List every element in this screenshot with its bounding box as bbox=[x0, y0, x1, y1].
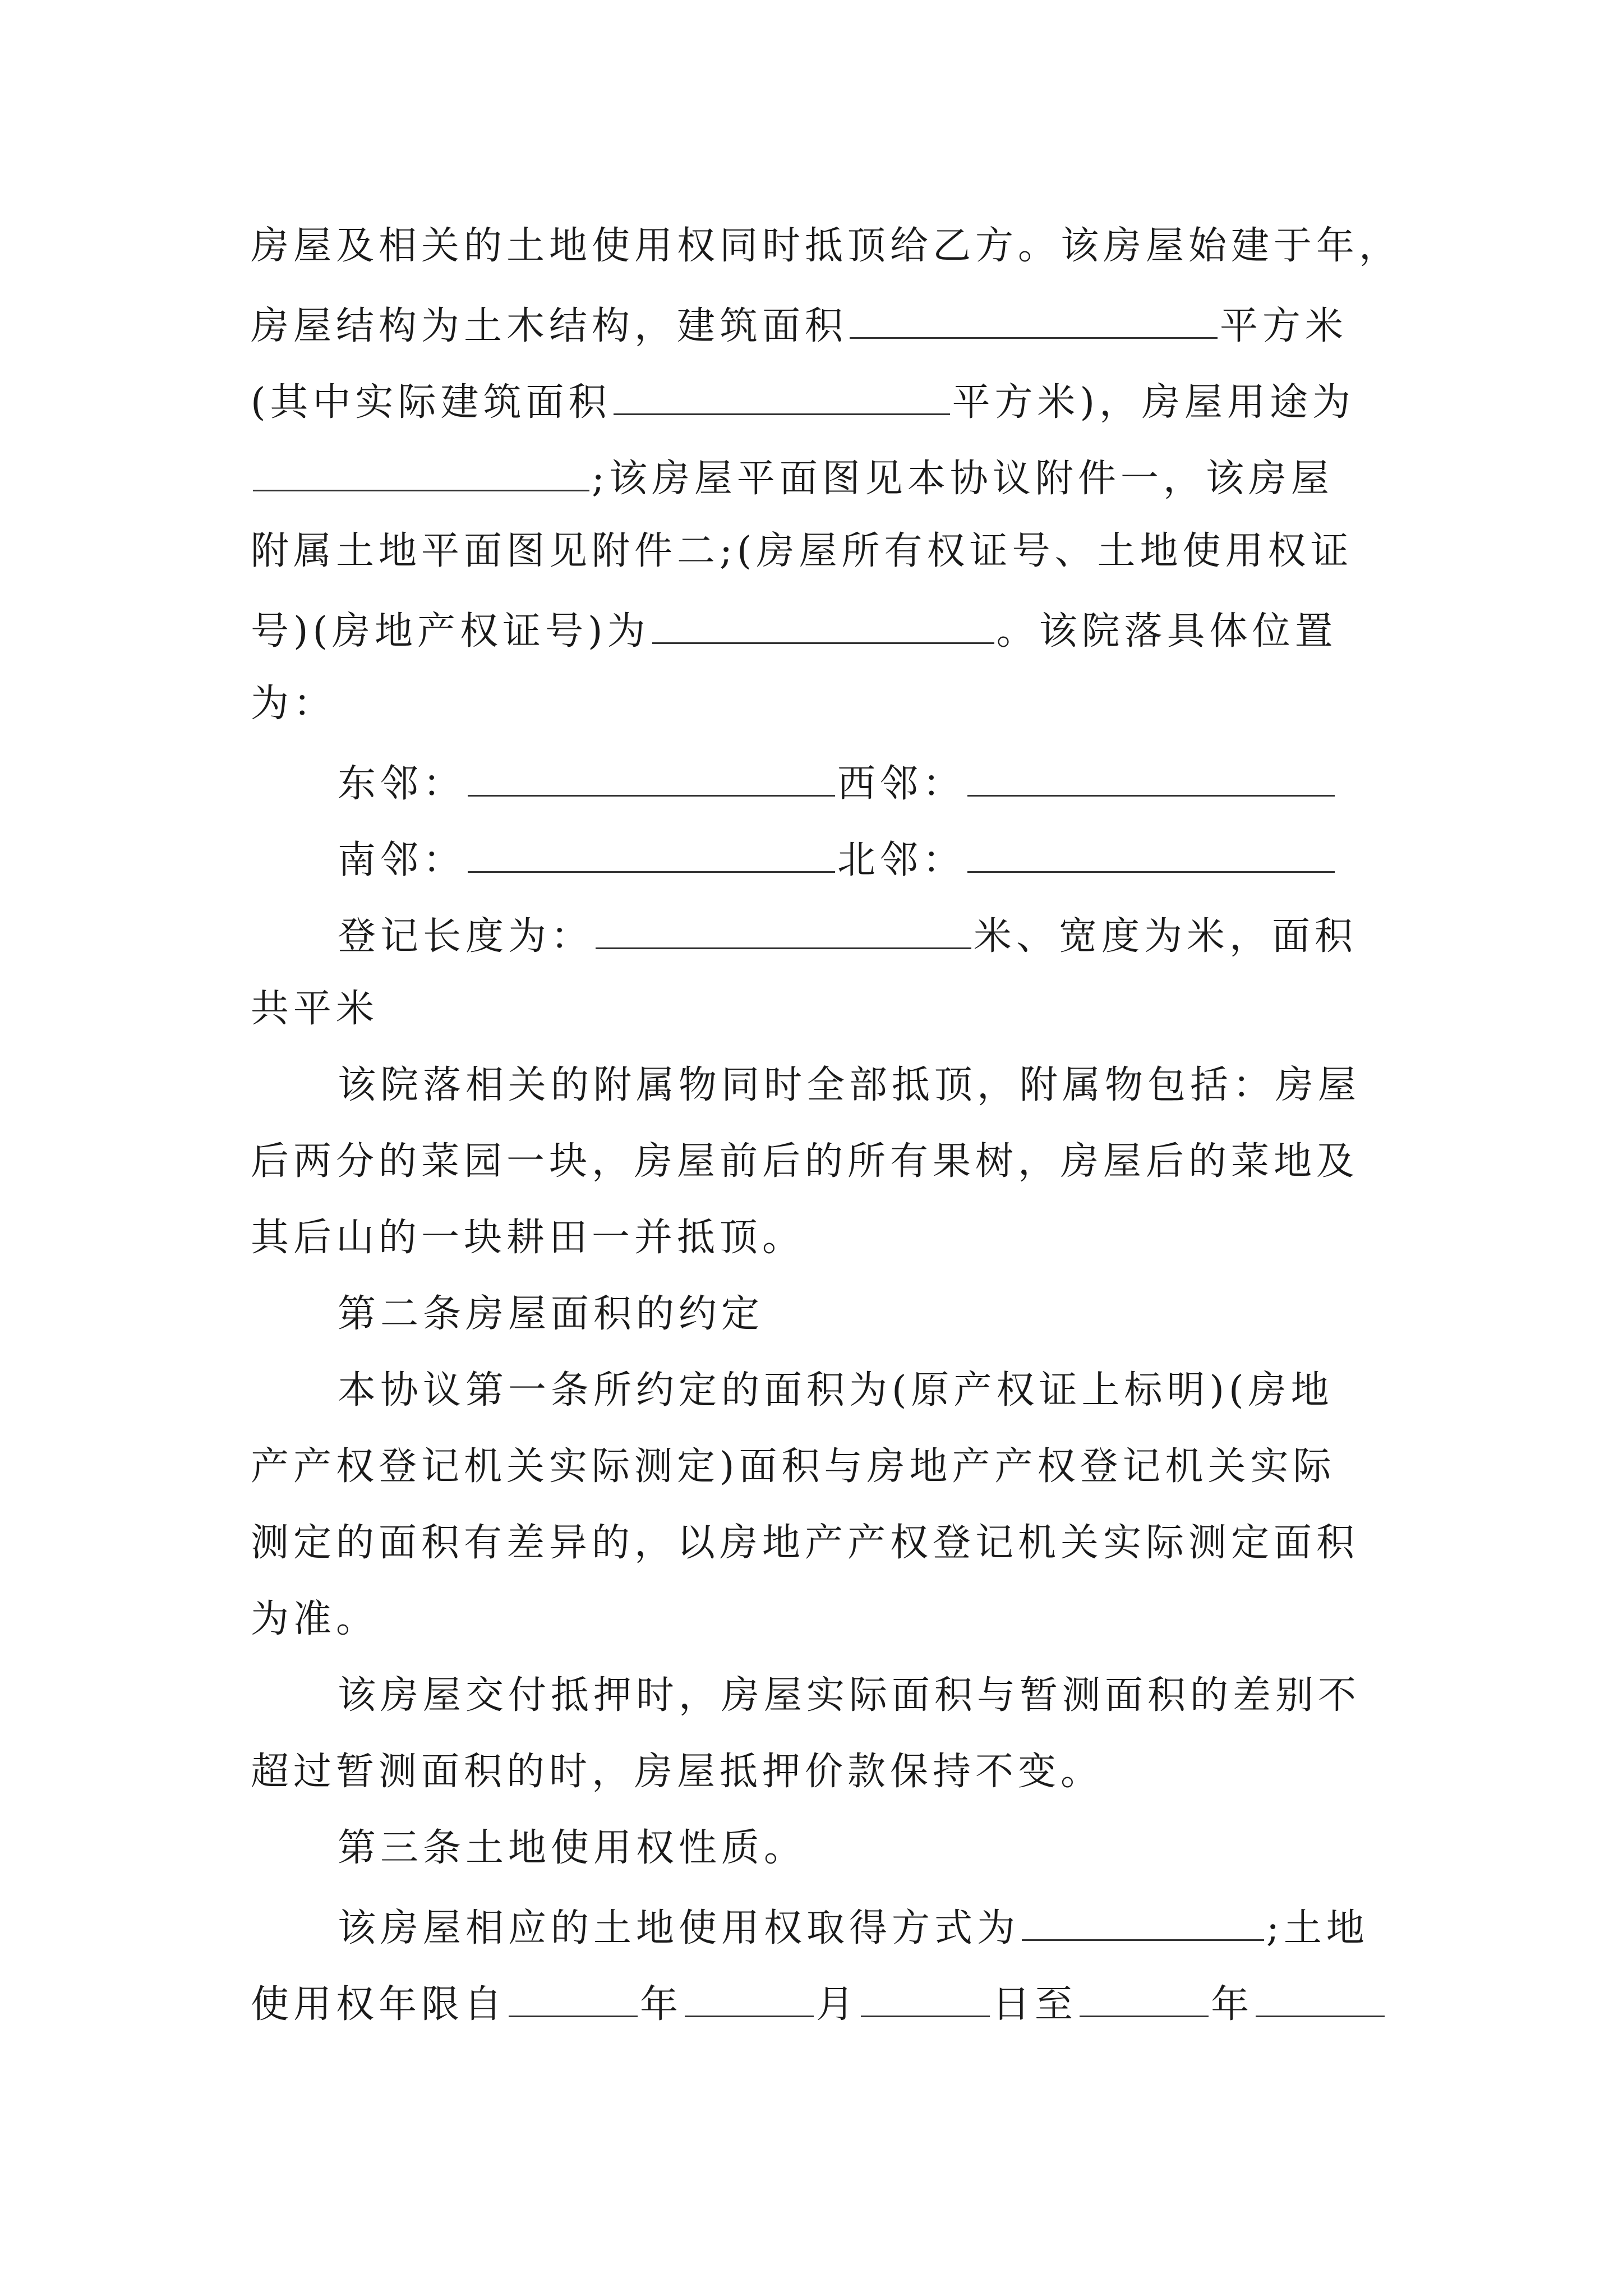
fill-blank-acquisition-method bbox=[1022, 1906, 1264, 1941]
text-line bbox=[251, 1597, 379, 1641]
text-line bbox=[251, 303, 1348, 346]
text-line bbox=[251, 1444, 1336, 1489]
text-line bbox=[251, 1521, 1359, 1565]
fill-blank-start-month bbox=[685, 1982, 814, 2017]
fill-blank-end-year bbox=[1080, 1982, 1209, 2017]
text-line bbox=[251, 609, 1338, 654]
line-text: 该房屋交付抵押时，房屋实际面积与暂测面积的差别不 bbox=[338, 1673, 1361, 1718]
fill-blank-east-neighbor bbox=[468, 761, 835, 797]
text-line bbox=[338, 1063, 1361, 1107]
text-line bbox=[251, 380, 1355, 425]
line-text: 年 bbox=[640, 1982, 683, 2027]
fill-blank-start-year bbox=[509, 1982, 638, 2017]
text-line bbox=[251, 1216, 805, 1260]
text-line bbox=[251, 987, 379, 1031]
line-text: 西邻： bbox=[837, 762, 966, 806]
section-heading bbox=[338, 1292, 764, 1336]
line-text: 房屋结构为土木结构，建筑面积 bbox=[251, 304, 848, 348]
text-line bbox=[338, 761, 1337, 806]
text-line bbox=[251, 682, 336, 726]
fill-blank-start-day bbox=[861, 1982, 990, 2017]
line-text: 共平米 bbox=[251, 987, 379, 1031]
line-text: 号)(房地产权证号)为 bbox=[251, 609, 650, 654]
line-text: 登记长度为： bbox=[338, 914, 594, 959]
line-text: 后两分的菜园一块，房屋前后的所有果树，房屋后的菜地及 bbox=[251, 1139, 1359, 1184]
line-text: ;该房屋平面图见本协议附件一，该房屋 bbox=[592, 457, 1334, 501]
line-text: 超过暂测面积的时，房屋抵押价款保持不变。 bbox=[251, 1750, 1104, 1794]
line-text: 平方米 bbox=[1220, 304, 1348, 348]
text-line bbox=[251, 1982, 1387, 2027]
fill-blank-house-use bbox=[253, 456, 589, 491]
text-line bbox=[338, 838, 1337, 880]
line-text: 房屋及相关的土地使用权同时抵顶给乙方。该房屋始建于年， bbox=[251, 224, 1402, 268]
line-text: 该院落相关的附属物同时全部抵顶，附属物包括：房屋 bbox=[338, 1063, 1361, 1107]
fill-blank-certificate-number bbox=[652, 609, 994, 644]
fill-blank-building-area bbox=[850, 303, 1218, 339]
text-line bbox=[338, 1906, 1369, 1948]
fill-blank-north-neighbor bbox=[967, 838, 1335, 873]
text-line bbox=[251, 224, 1402, 268]
line-text: (其中实际建筑面积 bbox=[251, 380, 611, 425]
fill-blank-south-neighbor bbox=[468, 838, 835, 873]
fill-blank-west-neighbor bbox=[967, 761, 1335, 797]
text-line bbox=[338, 1673, 1361, 1718]
line-text: 为： bbox=[251, 682, 336, 726]
line-text: 东邻： bbox=[338, 762, 466, 806]
fill-blank-registered-length bbox=[596, 914, 971, 949]
line-text: 北邻： bbox=[837, 838, 966, 882]
line-text: 日至 bbox=[992, 1982, 1078, 2027]
line-text: 产产权登记机关实际测定)面积与房地产产权登记机关实际 bbox=[251, 1444, 1336, 1489]
fill-blank-actual-area bbox=[614, 380, 950, 415]
line-text: 第二条房屋面积的约定 bbox=[338, 1292, 764, 1336]
line-text: 南邻： bbox=[338, 838, 466, 882]
text-line bbox=[251, 456, 1334, 501]
text-line bbox=[338, 1368, 1334, 1412]
text-line bbox=[251, 1750, 1104, 1794]
fill-blank-end-month bbox=[1256, 1982, 1385, 2017]
line-text: 第三条土地使用权性质。 bbox=[338, 1826, 807, 1870]
line-text: 本协议第一条所约定的面积为(原产权证上标明)(房地 bbox=[338, 1368, 1334, 1412]
line-text: 年 bbox=[1211, 1982, 1254, 2027]
text-line bbox=[338, 914, 1358, 959]
line-text: 使用权年限自 bbox=[251, 1982, 507, 2027]
text-line bbox=[251, 1139, 1359, 1184]
line-text: ;土地 bbox=[1266, 1906, 1369, 1950]
line-text: 附属土地平面图见附件二;(房屋所有权证号、土地使用权证 bbox=[251, 529, 1353, 573]
line-text: 为准。 bbox=[251, 1597, 379, 1641]
section-heading bbox=[338, 1826, 807, 1870]
line-text: 该房屋相应的土地使用权取得方式为 bbox=[338, 1906, 1020, 1950]
line-text: 月 bbox=[816, 1982, 859, 2027]
line-text: 平方米)，房屋用途为 bbox=[952, 380, 1355, 425]
line-text: 测定的面积有差异的，以房地产产权登记机关实际测定面积 bbox=[251, 1521, 1359, 1565]
text-line bbox=[251, 529, 1353, 573]
line-text: 米、宽度为米，面积 bbox=[974, 914, 1358, 959]
line-text: 。该院落具体位置 bbox=[996, 609, 1338, 654]
line-text: 其后山的一块耕田一并抵顶。 bbox=[251, 1216, 805, 1260]
